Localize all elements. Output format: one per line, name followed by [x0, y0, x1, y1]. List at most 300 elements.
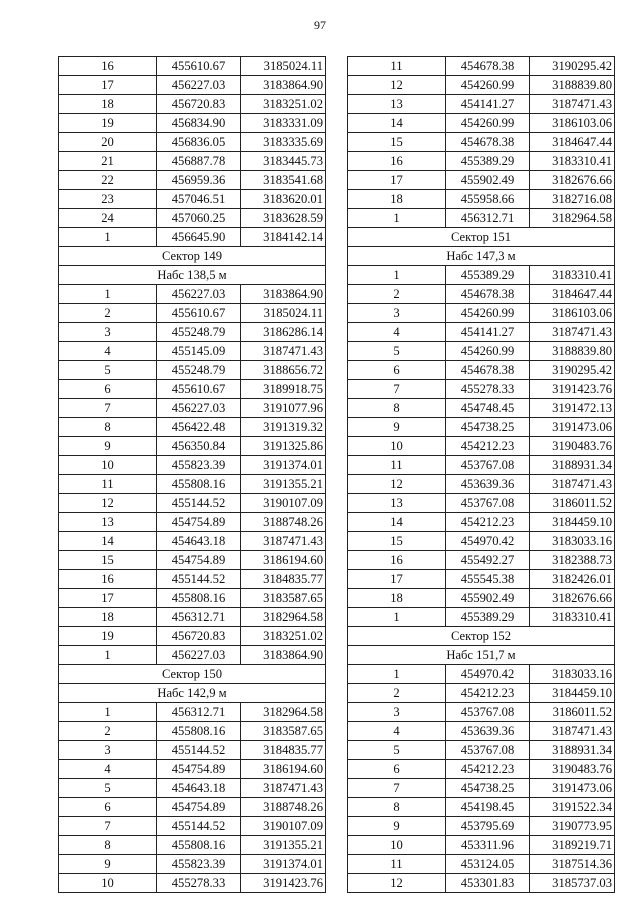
y-coordinate: 3186194.60	[241, 760, 326, 779]
y-coordinate: 3183310.41	[530, 152, 615, 171]
x-coordinate: 455389.29	[446, 608, 530, 627]
table-row	[348, 703, 615, 722]
y-coordinate: 3187471.43	[530, 722, 615, 741]
x-coordinate: 453311.96	[446, 836, 530, 855]
sector-title: Сектор 152	[348, 627, 615, 646]
y-coordinate: 3185024.11	[241, 57, 326, 76]
x-coordinate: 454970.42	[446, 532, 530, 551]
x-coordinate: 454260.99	[446, 304, 530, 323]
y-coordinate: 3188656.72	[241, 361, 326, 380]
y-coordinate: 3187514.36	[530, 855, 615, 874]
table-row	[59, 551, 326, 570]
x-coordinate: 454678.38	[446, 285, 530, 304]
point-number: 6	[59, 380, 157, 399]
table-row	[348, 684, 615, 703]
point-number: 6	[59, 798, 157, 817]
y-coordinate: 3182676.66	[530, 171, 615, 190]
y-coordinate: 3191473.06	[530, 779, 615, 798]
table-row	[59, 323, 326, 342]
table-row	[348, 209, 615, 228]
y-coordinate: 3188839.80	[530, 342, 615, 361]
table-row	[348, 323, 615, 342]
table-row	[59, 646, 326, 665]
x-coordinate: 455248.79	[157, 323, 241, 342]
point-number: 3	[348, 703, 446, 722]
x-coordinate: 456887.78	[157, 152, 241, 171]
table-row	[59, 209, 326, 228]
point-number: 12	[348, 76, 446, 95]
x-coordinate: 455808.16	[157, 722, 241, 741]
y-coordinate: 3182388.73	[530, 551, 615, 570]
point-number: 6	[348, 361, 446, 380]
y-coordinate: 3186103.06	[530, 304, 615, 323]
table-row	[59, 114, 326, 133]
y-coordinate: 3184647.44	[530, 133, 615, 152]
point-number: 1	[59, 646, 157, 665]
x-coordinate: 454643.18	[157, 779, 241, 798]
x-coordinate: 454754.89	[157, 513, 241, 532]
table-row	[348, 817, 615, 836]
point-number: 10	[348, 437, 446, 456]
y-coordinate: 3187471.43	[241, 532, 326, 551]
y-coordinate: 3188931.34	[530, 456, 615, 475]
point-number: 4	[59, 342, 157, 361]
table-row	[59, 475, 326, 494]
x-coordinate: 453639.36	[446, 475, 530, 494]
table-row	[348, 513, 615, 532]
table-row	[59, 779, 326, 798]
point-number: 23	[59, 190, 157, 209]
y-coordinate: 3186286.14	[241, 323, 326, 342]
x-coordinate: 454198.45	[446, 798, 530, 817]
y-coordinate: 3190773.95	[530, 817, 615, 836]
x-coordinate: 456227.03	[157, 399, 241, 418]
x-coordinate: 455389.29	[446, 266, 530, 285]
x-coordinate: 455902.49	[446, 171, 530, 190]
x-coordinate: 454754.89	[157, 551, 241, 570]
point-number: 6	[348, 760, 446, 779]
table-row	[348, 779, 615, 798]
table-row	[59, 95, 326, 114]
y-coordinate: 3183864.90	[241, 76, 326, 95]
x-coordinate: 455610.67	[157, 57, 241, 76]
y-coordinate: 3183310.41	[530, 608, 615, 627]
y-coordinate: 3182964.58	[241, 703, 326, 722]
table-row	[59, 133, 326, 152]
y-coordinate: 3185737.03	[530, 874, 615, 893]
point-number: 9	[348, 418, 446, 437]
table-row	[59, 513, 326, 532]
y-coordinate: 3191319.32	[241, 418, 326, 437]
table-row	[348, 551, 615, 570]
x-coordinate: 456227.03	[157, 76, 241, 95]
point-number: 8	[348, 399, 446, 418]
point-number: 17	[59, 589, 157, 608]
table-row	[59, 760, 326, 779]
point-number: 18	[348, 589, 446, 608]
table-row	[348, 855, 615, 874]
table-row	[348, 722, 615, 741]
table-row	[59, 304, 326, 323]
table-row	[59, 570, 326, 589]
y-coordinate: 3182716.08	[530, 190, 615, 209]
table-row	[59, 418, 326, 437]
x-coordinate: 456312.71	[157, 608, 241, 627]
point-number: 1	[59, 703, 157, 722]
y-coordinate: 3183628.59	[241, 209, 326, 228]
x-coordinate: 456959.36	[157, 171, 241, 190]
table-row	[348, 494, 615, 513]
x-coordinate: 456312.71	[157, 703, 241, 722]
table-row	[348, 76, 615, 95]
sector-header-row	[59, 266, 326, 285]
y-coordinate: 3183620.01	[241, 190, 326, 209]
point-number: 15	[59, 551, 157, 570]
point-number: 2	[348, 684, 446, 703]
table-row	[348, 266, 615, 285]
table-row	[348, 760, 615, 779]
x-coordinate: 454754.89	[157, 798, 241, 817]
y-coordinate: 3183541.68	[241, 171, 326, 190]
table-row	[348, 152, 615, 171]
sector-header-row	[348, 228, 615, 247]
table-row	[59, 152, 326, 171]
y-coordinate: 3188931.34	[530, 741, 615, 760]
x-coordinate: 455808.16	[157, 475, 241, 494]
table-row	[348, 114, 615, 133]
table-row	[348, 570, 615, 589]
x-coordinate: 453767.08	[446, 456, 530, 475]
point-number: 13	[348, 494, 446, 513]
point-number: 5	[59, 779, 157, 798]
sector-header-row	[59, 684, 326, 703]
x-coordinate: 453767.08	[446, 703, 530, 722]
x-coordinate: 456720.83	[157, 627, 241, 646]
y-coordinate: 3183251.02	[241, 95, 326, 114]
table-row	[59, 285, 326, 304]
x-coordinate: 456834.90	[157, 114, 241, 133]
table-row	[59, 741, 326, 760]
point-number: 8	[348, 798, 446, 817]
y-coordinate: 3191472.13	[530, 399, 615, 418]
point-number: 13	[59, 513, 157, 532]
y-coordinate: 3191423.76	[241, 874, 326, 893]
point-number: 11	[59, 475, 157, 494]
point-number: 7	[348, 779, 446, 798]
point-number: 20	[59, 133, 157, 152]
table-row	[348, 304, 615, 323]
point-number: 4	[348, 323, 446, 342]
point-number: 9	[59, 855, 157, 874]
table-row	[348, 285, 615, 304]
x-coordinate: 455145.09	[157, 342, 241, 361]
y-coordinate: 3190483.76	[530, 760, 615, 779]
y-coordinate: 3183864.90	[241, 285, 326, 304]
point-number: 11	[348, 855, 446, 874]
y-coordinate: 3184142.14	[241, 228, 326, 247]
point-number: 1	[348, 266, 446, 285]
y-coordinate: 3191325.86	[241, 437, 326, 456]
table-row	[59, 342, 326, 361]
x-coordinate: 455389.29	[446, 152, 530, 171]
x-coordinate: 455610.67	[157, 304, 241, 323]
point-number: 11	[348, 456, 446, 475]
table-row	[348, 532, 615, 551]
point-number: 2	[348, 285, 446, 304]
y-coordinate: 3183033.16	[530, 532, 615, 551]
sector-elevation: Набс 142,9 м	[59, 684, 326, 703]
sector-header-row	[59, 665, 326, 684]
table-row	[59, 874, 326, 893]
y-coordinate: 3188748.26	[241, 513, 326, 532]
x-coordinate: 454748.45	[446, 399, 530, 418]
x-coordinate: 455278.33	[157, 874, 241, 893]
y-coordinate: 3190483.76	[530, 437, 615, 456]
table-row	[348, 380, 615, 399]
x-coordinate: 453124.05	[446, 855, 530, 874]
point-number: 16	[348, 551, 446, 570]
x-coordinate: 454212.23	[446, 513, 530, 532]
x-coordinate: 454260.99	[446, 342, 530, 361]
sector-header-row	[348, 646, 615, 665]
y-coordinate: 3191077.96	[241, 399, 326, 418]
table-row	[348, 836, 615, 855]
x-coordinate: 455492.27	[446, 551, 530, 570]
table-row	[348, 874, 615, 893]
table-row	[59, 703, 326, 722]
point-number: 16	[59, 570, 157, 589]
point-number: 13	[348, 95, 446, 114]
table-row	[348, 418, 615, 437]
point-number: 2	[59, 304, 157, 323]
y-coordinate: 3183587.65	[241, 722, 326, 741]
table-row	[348, 475, 615, 494]
point-number: 2	[59, 722, 157, 741]
x-coordinate: 455545.38	[446, 570, 530, 589]
point-number: 8	[59, 836, 157, 855]
y-coordinate: 3182964.58	[241, 608, 326, 627]
point-number: 14	[348, 513, 446, 532]
y-coordinate: 3183331.09	[241, 114, 326, 133]
sector-elevation: Набс 147,3 м	[348, 247, 615, 266]
x-coordinate: 454260.99	[446, 76, 530, 95]
x-coordinate: 455144.52	[157, 817, 241, 836]
x-coordinate: 454212.23	[446, 760, 530, 779]
sector-header-row	[348, 627, 615, 646]
y-coordinate: 3186011.52	[530, 703, 615, 722]
x-coordinate: 454643.18	[157, 532, 241, 551]
x-coordinate: 453301.83	[446, 874, 530, 893]
x-coordinate: 453767.08	[446, 741, 530, 760]
x-coordinate: 455902.49	[446, 589, 530, 608]
table-row	[348, 95, 615, 114]
point-number: 4	[348, 722, 446, 741]
table-row	[348, 589, 615, 608]
x-coordinate: 456227.03	[157, 285, 241, 304]
x-coordinate: 455248.79	[157, 361, 241, 380]
x-coordinate: 455278.33	[446, 380, 530, 399]
point-number: 10	[59, 874, 157, 893]
table-row	[59, 836, 326, 855]
y-coordinate: 3184647.44	[530, 285, 615, 304]
sector-elevation: Набс 138,5 м	[59, 266, 326, 285]
y-coordinate: 3190295.42	[530, 57, 615, 76]
table-row	[59, 494, 326, 513]
point-number: 1	[59, 228, 157, 247]
x-coordinate: 454754.89	[157, 760, 241, 779]
sector-header-row	[348, 247, 615, 266]
table-row	[348, 57, 615, 76]
y-coordinate: 3182426.01	[530, 570, 615, 589]
table-row	[59, 817, 326, 836]
point-number: 5	[348, 741, 446, 760]
table-row	[59, 608, 326, 627]
point-number: 12	[348, 475, 446, 494]
table-row	[348, 133, 615, 152]
point-number: 14	[59, 532, 157, 551]
y-coordinate: 3182964.58	[530, 209, 615, 228]
y-coordinate: 3187471.43	[241, 342, 326, 361]
point-number: 17	[348, 570, 446, 589]
y-coordinate: 3189918.75	[241, 380, 326, 399]
point-number: 22	[59, 171, 157, 190]
x-coordinate: 454738.25	[446, 418, 530, 437]
sector-title: Сектор 150	[59, 665, 326, 684]
point-number: 7	[348, 380, 446, 399]
table-row	[59, 532, 326, 551]
sector-header-row	[59, 247, 326, 266]
x-coordinate: 456720.83	[157, 95, 241, 114]
table-row	[348, 665, 615, 684]
point-number: 3	[59, 323, 157, 342]
x-coordinate: 454738.25	[446, 779, 530, 798]
table-row	[59, 855, 326, 874]
table-row	[59, 399, 326, 418]
coordinates-table-left	[58, 56, 326, 893]
table-row	[59, 437, 326, 456]
x-coordinate: 454970.42	[446, 665, 530, 684]
y-coordinate: 3185024.11	[241, 304, 326, 323]
table-row	[348, 171, 615, 190]
y-coordinate: 3191355.21	[241, 475, 326, 494]
point-number: 17	[59, 76, 157, 95]
point-number: 15	[348, 133, 446, 152]
sector-title: Сектор 151	[348, 228, 615, 247]
y-coordinate: 3186194.60	[241, 551, 326, 570]
point-number: 21	[59, 152, 157, 171]
x-coordinate: 454212.23	[446, 684, 530, 703]
y-coordinate: 3183864.90	[241, 646, 326, 665]
y-coordinate: 3191423.76	[530, 380, 615, 399]
x-coordinate: 454212.23	[446, 437, 530, 456]
y-coordinate: 3190107.09	[241, 817, 326, 836]
y-coordinate: 3183587.65	[241, 589, 326, 608]
x-coordinate: 455144.52	[157, 570, 241, 589]
y-coordinate: 3186011.52	[530, 494, 615, 513]
point-number: 19	[59, 627, 157, 646]
point-number: 4	[59, 760, 157, 779]
x-coordinate: 455610.67	[157, 380, 241, 399]
y-coordinate: 3191374.01	[241, 855, 326, 874]
y-coordinate: 3184835.77	[241, 570, 326, 589]
y-coordinate: 3189219.71	[530, 836, 615, 855]
y-coordinate: 3184459.10	[530, 513, 615, 532]
y-coordinate: 3190107.09	[241, 494, 326, 513]
table-row	[348, 342, 615, 361]
y-coordinate: 3183445.73	[241, 152, 326, 171]
point-number: 10	[348, 836, 446, 855]
table-row	[59, 456, 326, 475]
y-coordinate: 3184459.10	[530, 684, 615, 703]
y-coordinate: 3188839.80	[530, 76, 615, 95]
table-row	[59, 171, 326, 190]
x-coordinate: 455823.39	[157, 855, 241, 874]
table-row	[348, 361, 615, 380]
x-coordinate: 454678.38	[446, 133, 530, 152]
y-coordinate: 3191522.34	[530, 798, 615, 817]
x-coordinate: 453639.36	[446, 722, 530, 741]
point-number: 5	[59, 361, 157, 380]
table-row	[59, 57, 326, 76]
table-row	[348, 741, 615, 760]
table-row	[59, 361, 326, 380]
point-number: 5	[348, 342, 446, 361]
point-number: 3	[59, 741, 157, 760]
y-coordinate: 3191473.06	[530, 418, 615, 437]
point-number: 12	[348, 874, 446, 893]
x-coordinate: 456312.71	[446, 209, 530, 228]
point-number: 1	[59, 285, 157, 304]
point-number: 18	[348, 190, 446, 209]
table-row	[348, 798, 615, 817]
y-coordinate: 3187471.43	[241, 779, 326, 798]
page-number: 97	[314, 18, 326, 32]
y-coordinate: 3183335.69	[241, 133, 326, 152]
y-coordinate: 3183251.02	[241, 627, 326, 646]
y-coordinate: 3191355.21	[241, 836, 326, 855]
x-coordinate: 456227.03	[157, 646, 241, 665]
table-row	[59, 627, 326, 646]
y-coordinate: 3183033.16	[530, 665, 615, 684]
table-row	[59, 380, 326, 399]
point-number: 10	[59, 456, 157, 475]
y-coordinate: 3188748.26	[241, 798, 326, 817]
table-row	[348, 190, 615, 209]
x-coordinate: 456645.90	[157, 228, 241, 247]
table-row	[348, 608, 615, 627]
point-number: 1	[348, 209, 446, 228]
point-number: 8	[59, 418, 157, 437]
x-coordinate: 453767.08	[446, 494, 530, 513]
point-number: 3	[348, 304, 446, 323]
point-number: 1	[348, 608, 446, 627]
y-coordinate: 3184835.77	[241, 741, 326, 760]
point-number: 7	[59, 399, 157, 418]
y-coordinate: 3187471.43	[530, 475, 615, 494]
point-number: 9	[59, 437, 157, 456]
x-coordinate: 455808.16	[157, 836, 241, 855]
x-coordinate: 456422.48	[157, 418, 241, 437]
table-row	[348, 399, 615, 418]
x-coordinate: 454260.99	[446, 114, 530, 133]
point-number: 16	[59, 57, 157, 76]
point-number: 14	[348, 114, 446, 133]
table-row	[59, 798, 326, 817]
table-row	[59, 228, 326, 247]
x-coordinate: 455144.52	[157, 494, 241, 513]
point-number: 9	[348, 817, 446, 836]
point-number: 18	[59, 95, 157, 114]
